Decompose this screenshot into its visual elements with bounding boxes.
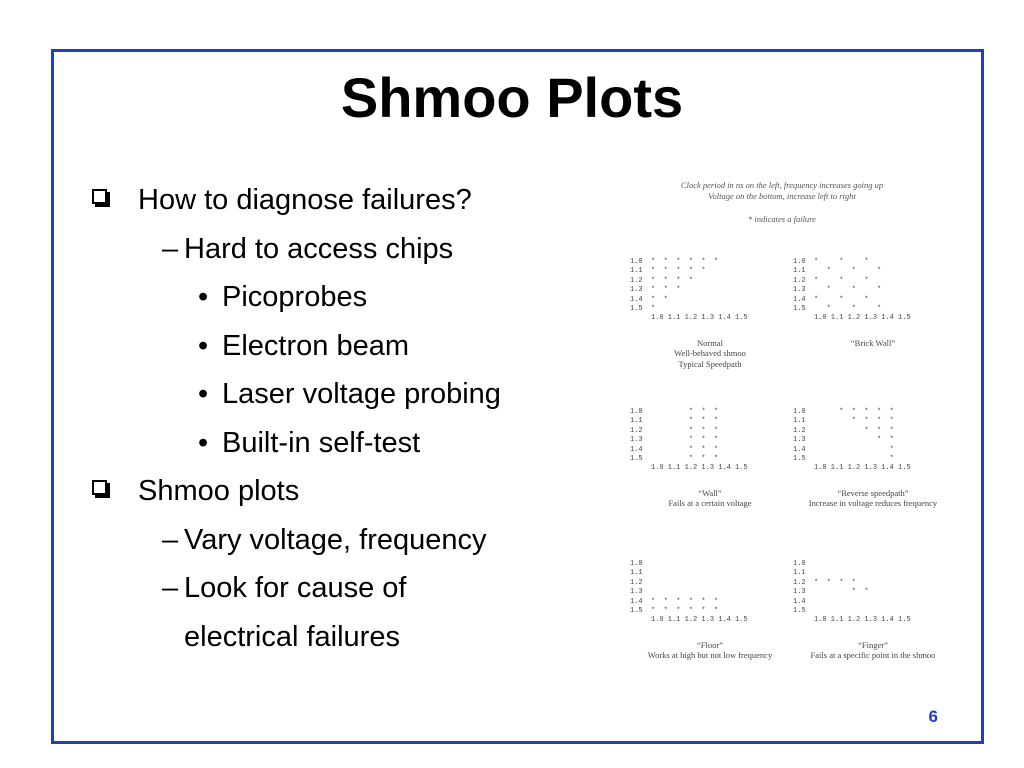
shmoo-plot-finger — [793, 560, 953, 661]
shmoo-grid: 1.0 * * * 1.1 * * * 1.2 * * * 1.3 * * * 1.4 * * * 1.5 * * * 1.0 1.1 1.2 1.3 1.4 1.5 — [630, 408, 748, 473]
plot-caption-desc: Increase in voltage reduces frequency — [808, 498, 938, 509]
plot-caption-title: “Finger” — [858, 639, 888, 650]
plot-caption-title: Normal — [697, 337, 723, 348]
shmoo-plot-wall — [630, 408, 790, 509]
plot-caption-desc: Typical Speedpath — [678, 358, 742, 369]
bullet-item — [88, 467, 568, 516]
plot-caption-title: “Reverse speedpath” — [837, 487, 909, 498]
shmoo-grid: 1.0 1.1 1.2 1.3 1.4 * * * * * * 1.5 * * * * * * 1.0 1.1 1.2 1.3 1.4 1.5 — [630, 560, 748, 625]
dash-bullet-icon: – — [162, 523, 179, 556]
bullet-item — [88, 176, 568, 225]
sub-bullet-item — [88, 516, 568, 565]
shmoo-grid: 1.0 1.1 1.2 * * * * 1.3 * * 1.4 1.5 1.0 1.1 1.2 1.3 1.4 1.5 — [793, 560, 911, 625]
dash-bullet-icon: – — [162, 572, 179, 604]
sub-sub-bullet-item — [88, 322, 568, 371]
shmoo-figure — [612, 174, 952, 664]
sub-sub-bullet-item — [88, 370, 568, 419]
plot-caption-desc: Well-behaved shmoo — [674, 348, 746, 359]
dot-bullet-icon: • — [198, 378, 209, 410]
sub-sub-bullet-text: Laser voltage probing — [222, 378, 501, 410]
shmoo-plot-normal — [630, 258, 790, 369]
sub-bullet-item — [88, 564, 568, 613]
sub-bullet-text: Vary voltage, frequency — [184, 523, 487, 556]
sub-sub-bullet-item — [88, 273, 568, 322]
square-bullet-icon — [92, 189, 107, 204]
sub-sub-bullet-text: Built-in self-test — [222, 426, 421, 459]
dot-bullet-icon: • — [198, 329, 209, 362]
sub-bullet-item — [88, 225, 568, 274]
figure-caption-line-3: * indicates a failure — [748, 214, 816, 224]
shmoo-plot-reverse-speedpath — [793, 408, 953, 509]
dot-bullet-icon: • — [198, 426, 209, 459]
bullet-list — [88, 176, 568, 661]
sub-sub-bullet-text: Picoprobes — [222, 281, 368, 313]
shmoo-grid: 1.0 * * * 1.1 * * * 1.2 * * * 1.3 * * * 1.4 * * * 1.5 * * * 1.0 1.1 1.2 1.3 1.4 1.5 — [793, 258, 911, 323]
figure-caption-line-1: Clock period in ns on the left, frequency increases going up — [680, 180, 884, 190]
sub-bullet-text: electrical failures — [184, 620, 400, 653]
shmoo-plot-brick-wall — [793, 258, 953, 348]
plot-caption-desc: Fails at a certain voltage — [668, 498, 752, 509]
slide-title: Shmoo Plots — [340, 66, 684, 129]
bullet-text: Shmoo plots — [138, 475, 300, 507]
bullet-text: How to diagnose failures? — [138, 184, 472, 216]
sub-bullet-continuation — [88, 613, 568, 662]
plot-caption-title: “Brick Wall” — [850, 337, 896, 348]
plot-caption-desc: Works at high but not low frequency — [647, 650, 773, 661]
plot-caption-title: “Floor” — [697, 639, 723, 650]
dash-bullet-icon: – — [162, 232, 179, 265]
dot-bullet-icon: • — [198, 281, 209, 313]
sub-sub-bullet-text: Electron beam — [222, 329, 409, 362]
page-number: 6 — [928, 707, 938, 726]
sub-sub-bullet-item — [88, 419, 568, 468]
shmoo-grid: 1.0 * * * * * * 1.1 * * * * * 1.2 * * * * 1.3 * * * 1.4 * * 1.5 * 1.0 1.1 1.2 1.3 1.4 1.5 — [630, 258, 748, 323]
square-bullet-icon — [92, 480, 107, 495]
shmoo-grid: 1.0 * * * * * 1.1 * * * * 1.2 * * * 1.3 * * 1.4 * 1.5 * 1.0 1.1 1.2 1.3 1.4 1.5 — [793, 408, 911, 473]
plot-caption-title: “Wall” — [698, 487, 722, 498]
shmoo-plot-floor — [630, 560, 790, 661]
plot-caption-desc: Fails at a specific point in the shmoo — [810, 650, 936, 661]
sub-bullet-text: Look for cause of — [184, 572, 407, 604]
figure-caption-line-2: Voltage on the bottom, increase left to right — [708, 191, 856, 201]
sub-bullet-text: Hard to access chips — [184, 232, 454, 265]
